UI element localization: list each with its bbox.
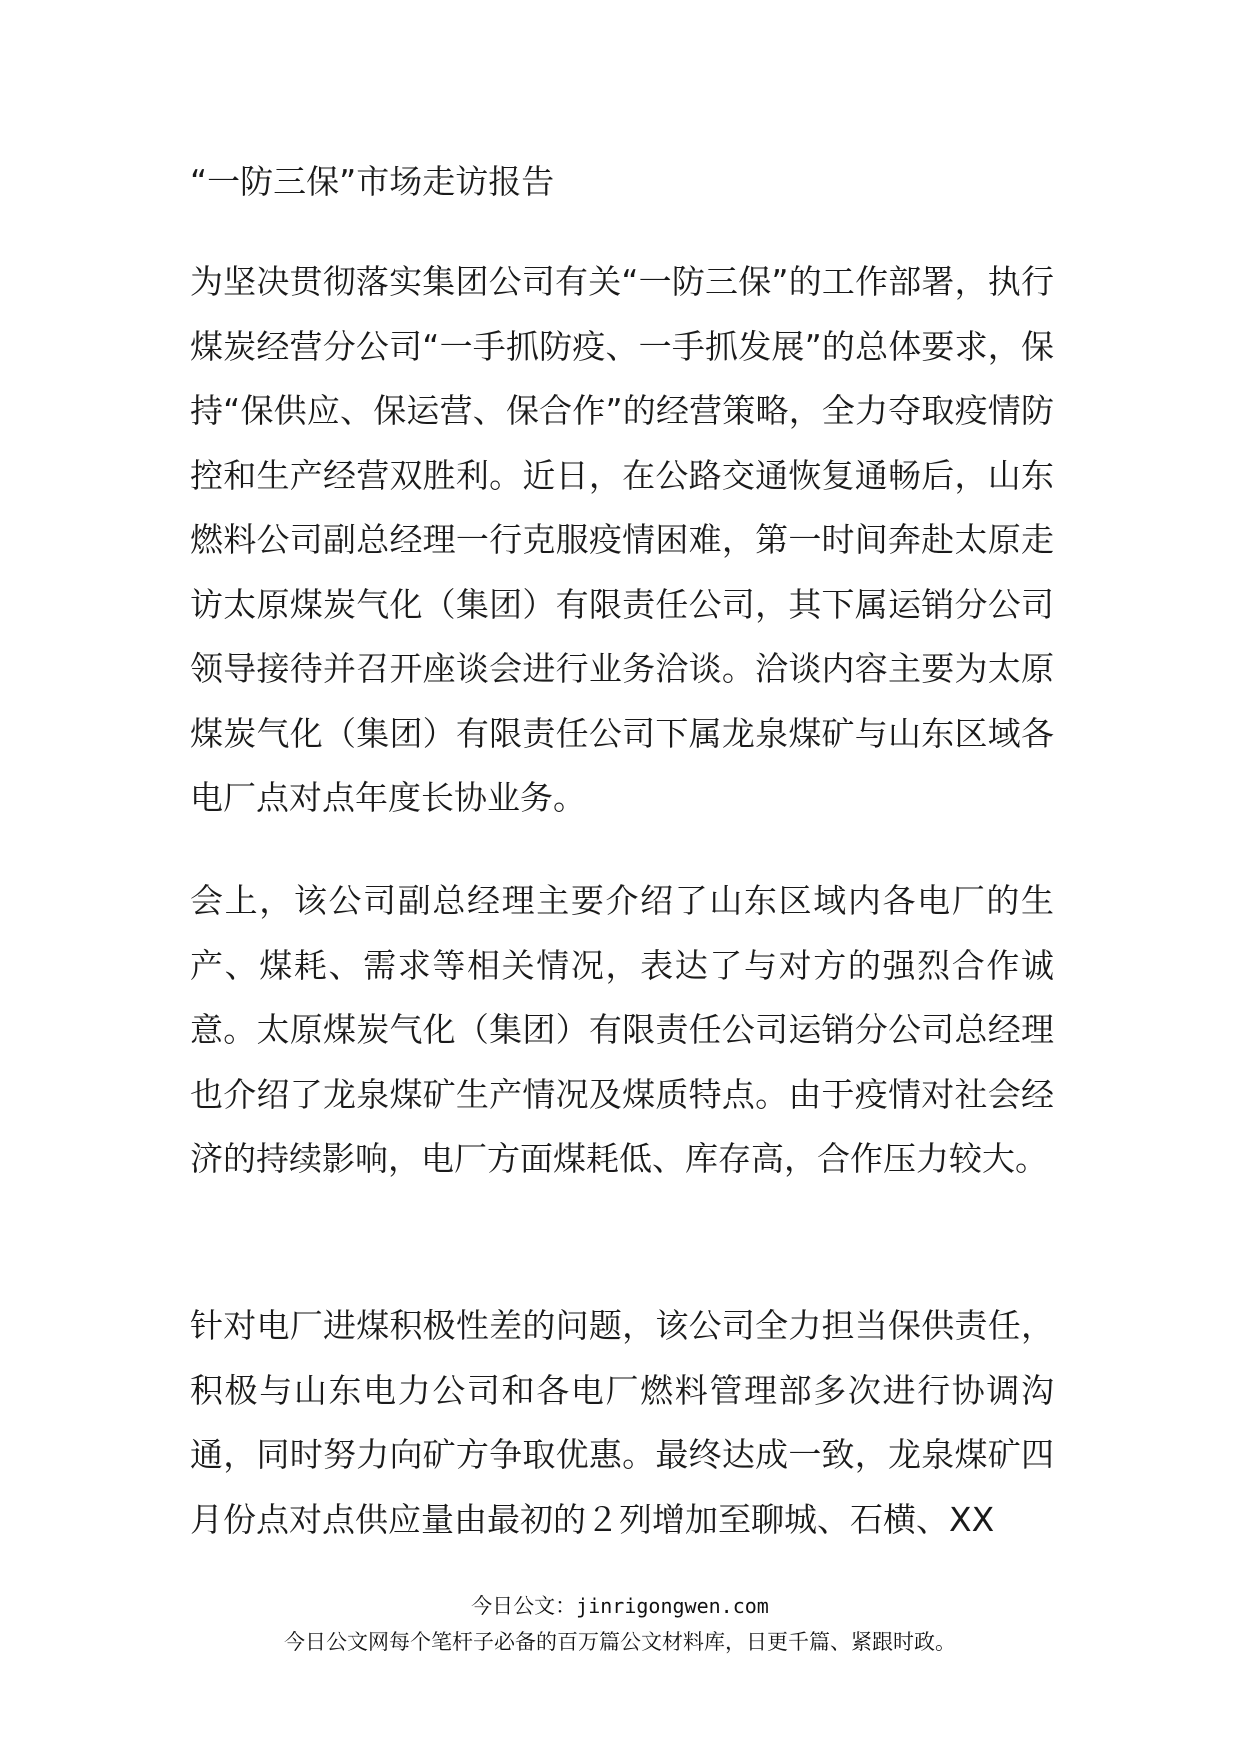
paragraph-2: 会上，该公司副总经理主要介绍了山东区域内各电厂的生产、煤耗、需求等相关情况，表达了与对方的强烈合作诚意。太原煤炭气化（集团）有限责任公司运销分公司总经理也介绍了龙泉煤矿生产情况及煤质特点。由于疫情对社会经济的持续影响，电厂方面煤耗低、库存高，合作压力较大。 xyxy=(190,881,1054,1178)
paragraph-1-container xyxy=(190,250,1054,831)
paragraph-1: 为坚决贯彻落实集团公司有关“一防三保”的工作部署，执行煤炭经营分公司“一手抓防疫、一手抓发展”的总体要求，保持“保供应、保运营、保合作”的经营策略，全力夺取疫情防控和生产经营双胜利。近日，在公路交通恢复通畅后，山东燃料公司副总经理一行克服疫情困难，第一时间奔赴太原走访太原煤炭气化（集团）有限责任公司，其下属运销分公司领导接待并召开座谈会进行业务洽谈。洽谈内容主要为太原煤炭气化（集团）有限责任公司下属龙泉煤矿与山东区域各电厂点对点年度长协业务。 xyxy=(190,262,1054,817)
footer-site-line xyxy=(0,1590,1240,1622)
footer-site-label: 今日公文： xyxy=(471,1594,577,1618)
footer-slogan: 今日公文网每个笔杆子必备的百万篇公文材料库，日更千篇、紧跟时政。 xyxy=(284,1630,956,1654)
paragraph-2-container xyxy=(190,869,1054,1192)
document-title: “一防三保”市场走访报告 xyxy=(190,162,555,201)
footer-site-url[interactable]: jinrigongwen.com xyxy=(576,1594,769,1618)
paragraph-3-container xyxy=(190,1294,1054,1552)
paragraph-3: 针对电厂进煤积极性差的问题，该公司全力担当保供责任，积极与山东电力公司和各电厂燃料管理部多次进行协调沟通，同时努力向矿方争取优惠。最终达成一致，龙泉煤矿四月份点对点供应量由最初的２列增加至聊城、石横、XX xyxy=(190,1306,1054,1539)
